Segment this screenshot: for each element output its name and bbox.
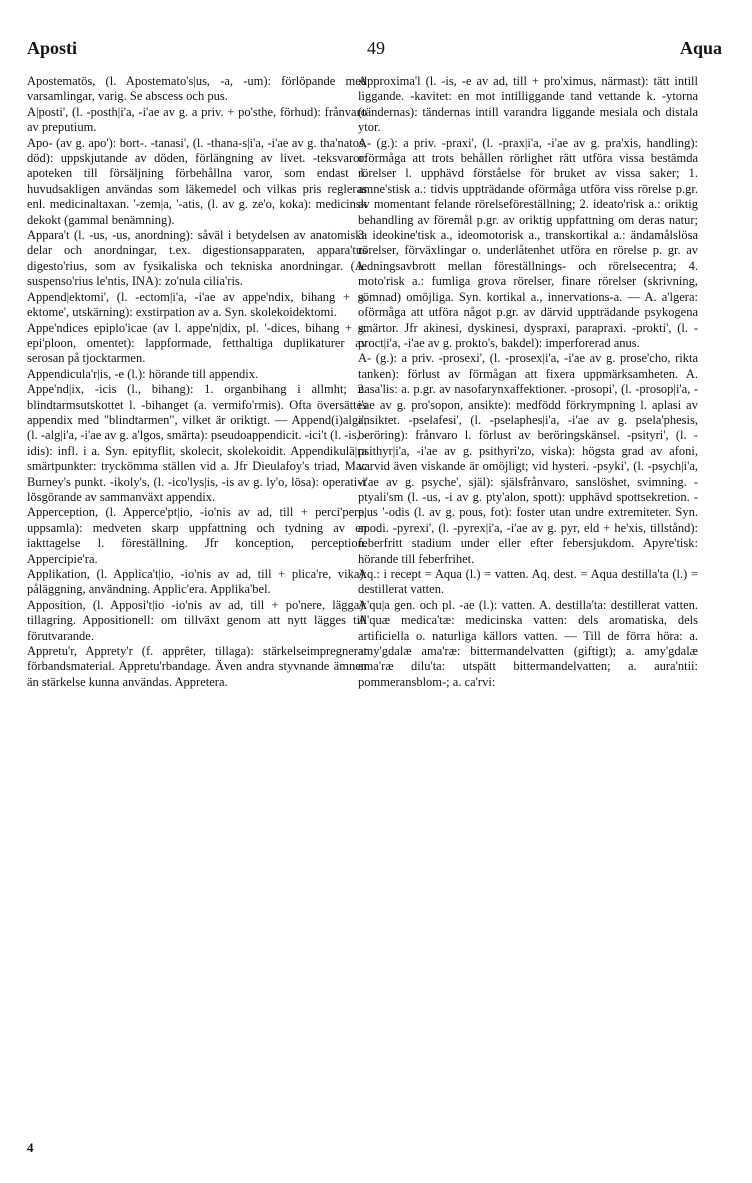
entry-aposti: A|posti', (l. -posth|i'a, -i'ae av g. a priv. + po'sthe, förhud): frånvaro av preputium. bbox=[27, 104, 367, 135]
entry-apparat: Appara't (l. -us, -us, anordning): såväl i betydelsen av anatomiska delar och anordningar, t.ex. digestionsapparaten, appara'tus digesto'rius, som av fysikaliska och tekniska anordningar. (A. suspenso'rius le'ntis, INA): zo'nula cilia'ris. bbox=[27, 228, 367, 289]
entry-apperception: Apperception, (l. Apperce'pt|io, -io'nis av ad, till + perci'pere, uppsamla): medveten skarp uppfattning och tydning av en iakttagelse l. föreställning. Jfr konception, perception. Appercipie'ra. bbox=[27, 505, 367, 566]
entry-approximal: Approxima'l (l. -is, -e av ad, till + pro'ximus, närmast): tätt intill liggande. -kavitet: en mot intilliggande tand vettande k. -ytorna (tändernas): tändernas intill varandra liggande mesiala och distala ytor. bbox=[358, 74, 698, 135]
entry-apraxi: A- (g.): a priv. -praxi', (l. -prax|i'a, -i'ae av g. pra'xis, handling): oförmåga att trots behållen rörlighet rätt utföra vissa bestämda rörelser l. upphävd förståelse för bruket av vissa saker; 1. amne'stisk a.: tidvis uppträdande oförmåga utföra viss rörelse p.gr. av momentant felande rörelseföreställning; 2. ideato'risk a.: oriktig behandling av föremål p.gr. av oriktig uppfattning om deras natur; 3. ideokine'tisk a., ideomotorisk a., transkortikal a.: ändamålslösa rörelser, förväxlingar o. underlåtenhet utföra en rörelse p. gr. av ledningsavbrott mellan föreställnings- och rörelsecentra; 4. moto'risk a.: fumliga grova rörelser, finare rörelser (skrivning, sömnad) omöjliga. Syn. kortikal a., innervations-a. — A. a'lgera: oförmåga att utföra något p.gr. av därvid uppträdande psykogena smärtor. Jfr akinesi, dyskinesi, dyspraxi, parapraxi. -prokti', (l. -proct|i'a, -i'ae av g. prokto's, bakdel): imperforerad anus. bbox=[358, 135, 698, 350]
entry-appretur: Appretu'r, Apprety'r (f. apprêter, tillaga): stärkelseimpregnerat förbandsmaterial. Appretu'rbandage. Även andra styvnande ämnen än stärkelse kunna användas. Appretera. bbox=[27, 644, 367, 689]
entry-aq: Aq.: i recept = Aqua (l.) = vatten. Aq. dest. = Aqua destilla'ta (l.) = destillerat vatten. bbox=[358, 567, 698, 597]
entry-appendix: Appe'nd|ix, -icis (l., bihang): 1. organbihang i allmht; 2. blindtarmsutskottet l. -bihanget (a. vermifo'rmis). Ofta översättes appendix med "blindtarmen", vilket är oriktigt. — Append(i)algi', (l. -alg|i'a, -i'ae av g. a'lgos, smärta): pseudoappendicit. -ici't (l. -is, -idis): infl. i a. Syn. epityflit, skolecit, skolekoidit. Appendikulä|ra smärtpunkter: tryckömma ställen vid a. Jfr Dieulafoy's triad, Mac Burney's punkt. -ikoly's, (l. -ico'lys|is, -is av g. ly'o, lösa): operativt lösgörande av sammanväxt appendix. bbox=[27, 382, 367, 504]
entry-apostematos: Apostematös, (l. Apostemato's|us, -a, -um): förlöpande med varsamlingar, varig. Se abscess och pus. bbox=[27, 74, 367, 104]
entry-aqua: A'qu|a gen. och pl. -ae (l.): vatten. A. destilla'ta: destillerat vatten. A'quæ medica'tæ: medicinska vatten: dels aromatiska, dels artificiella o. naturliga källors vatten. — Till de förra höra: a. amy'gdalæ ama'ræ: bittermandelvatten (giftigt); a. amy'gdalæ ama'ræ dilu'ta: utspätt bittermandelvatten; a. aura'ntii: pommeransblom-; a. ca'rvi: bbox=[358, 597, 698, 689]
right-column bbox=[358, 74, 698, 690]
running-head-right: Aqua bbox=[679, 38, 722, 58]
page-number: 49 bbox=[367, 38, 385, 58]
signature-mark: 4 bbox=[27, 1140, 34, 1155]
left-column bbox=[27, 74, 367, 690]
entry-applikation: Applikation, (l. Applica't|io, -io'nis av ad, till + plica're, vika): påläggning, användning. Applic'era. Applika'bel. bbox=[27, 567, 367, 597]
entry-apo: Apo- (av g. apo'): bort-. -tanasi', (l. -thana-s|i'a, -i'ae av g. tha'natos, död): uppskjutande av döden, förlängning av livet. -teksvaror: apoteken till försäljning förbehållna varor, som endast l. huvudsakligen användas som läkemedel och vilkas pris regleras enl. medicinaltaxan. '-zem|a, '-atis, (l. av g. ze'o, koka): medicinsk dekokt (gammal benämning). bbox=[27, 135, 367, 227]
entry-appendektomi: Append|ektomi', (l. -ectom|i'a, -i'ae av appe'ndix, bihang + g. ektome', utskärning): exstirpation av a. Syn. skolekoidektomi. bbox=[27, 289, 367, 320]
entry-appendicularis: Appendicula'r|is, -e (l.): hörande till appendix. bbox=[27, 366, 259, 381]
running-head-left: Aposti bbox=[27, 38, 78, 58]
entry-apposition: Apposition, (l. Apposi't|io -io'nis av ad, till + po'nere, lägga): tillagring. Appositionell: om tillväxt genom att nytt lägges till förutvarande. bbox=[27, 597, 367, 643]
entry-aprosexi: A- (g.): a priv. -prosexi', (l. -prosex|i'a, -i'ae av g. prose'cho, rikta tanken): förlust av förmågan att fixera uppmärksamheten. A. nasa'lis: a. p.gr. av nasofarynxaffektioner. -prosopi', (l. -prosop|i'a, -i'ae av g. pro'sopon, ansikte): medfödd förkrympning l. aplasi av ansiktet. -pselafesi', (l. -pselaphes|i'a, -i'ae av g. psela'phesis, beröring): frånvaro l. förlust av beröringskänsel. -psityri', (l. -psithyr|i'a, -i'ae av g. psithyri'zo, viska): högsta grad av afoni, varvid även viskande är omöjligt; vid hysteri. -psyki', (l. -psych|i'a, -i'ae av g. psyche', själ): själsfrånvaro, sanslöshet, svimning. -ptyali'sm (l. -us, -i av g. pty'alon, spott): upphävd spottsekretion. -p|us '-odis (l. av g. pous, fot): foster utan undre extremiteter. Syn. apodi. -pyrexi', (l. -pyrex|i'a, -i'ae av g. pyr, eld + he'xis, tillstånd): feberfritt stadium under eller efter febersjukdom. Apyre'tisk: hörande till feberfrihet. bbox=[358, 351, 698, 566]
entry-appendices-epiploicae: Appe'ndices epiplo'icae (av l. appe'n|dix, pl. '-dices, bihang + g. epi'ploon, omentet): lappformade, fetthaltiga duplikaturer av serosan på tjocktarmen. bbox=[27, 320, 367, 366]
